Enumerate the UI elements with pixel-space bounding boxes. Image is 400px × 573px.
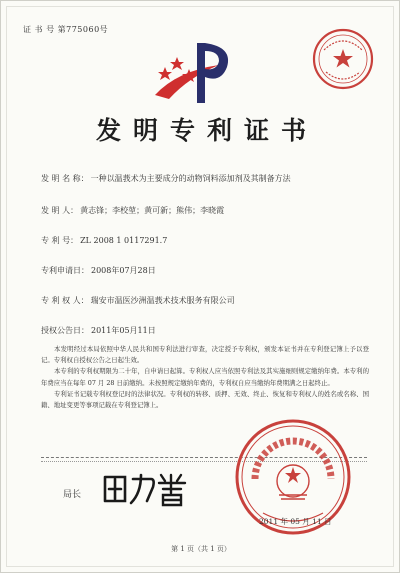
inventors-value: 黄志锋；李校堃；黄可新；熊伟；李晓霞: [80, 206, 225, 215]
page-number: 第 1 页（共 1 页）: [171, 545, 231, 553]
filing-date-label: 专利申请日：: [41, 266, 89, 275]
director-label: 局长: [63, 490, 82, 500]
grant-date-field: [41, 325, 156, 336]
filing-date-value: 2008年07月28日: [91, 266, 156, 275]
certificate-title: 发明专利证书: [95, 116, 318, 145]
issue-date: 2011 年 05 月 11 日: [259, 517, 332, 526]
grant-date-label: 授权公告日：: [41, 326, 89, 335]
invention-name-label: 发 明 名 称：: [41, 174, 89, 183]
certificate-body: [41, 344, 369, 411]
patent-number-label: 专 利 号：: [41, 236, 79, 245]
body-paragraph-3: 专利证书记载专利权登记时的法律状况。专利权的转移、质押、无效、终止、恢复和专利权人的姓名或名称、国籍、地址变更等事项记载在专利登记簿上。: [41, 389, 369, 410]
patent-office-seal-small: [312, 28, 374, 90]
grant-date-value: 2011年05月11日: [91, 326, 156, 335]
page-footer: [1, 544, 400, 554]
patentee-label: 专 利 权 人：: [41, 296, 89, 305]
inventors-field: [41, 205, 224, 216]
body-paragraph-1: 本发明经过本局依照中华人民共和国专利法进行审查，决定授予专利权，颁发本证书并在专利登记簿上予以登记。专利权自授权公告之日起生效。: [41, 345, 369, 365]
invention-name-field: [41, 173, 291, 184]
patent-number-field: [41, 235, 167, 246]
inventors-label: 发 明 人：: [41, 206, 79, 215]
director-signature: [99, 467, 195, 509]
patentee-field: [41, 295, 235, 306]
filing-date-field: [41, 265, 156, 276]
patent-office-emblem: [147, 37, 241, 107]
invention-name-value: 一种以温莪术为主要成分的动物饲料添加剂及其制备方法: [90, 174, 291, 183]
certificate-number: 证 书 号 第775060号: [23, 25, 109, 34]
body-paragraph-2: 本专利的专利权期限为二十年，自申请日起算。专利权人应当依照专利法及其实施细则规定缴纳年费。本专利的年费应当在每年 07 月 28 日前缴纳。未按照规定缴纳年费的，专利权自应当缴纳年费期满之日起终止。: [41, 367, 369, 387]
patentee-value: 瑞安市温医沙洲温莪术技术服务有限公司: [90, 296, 235, 305]
patent-number-value: ZL 2008 1 0117291.7: [80, 236, 168, 245]
